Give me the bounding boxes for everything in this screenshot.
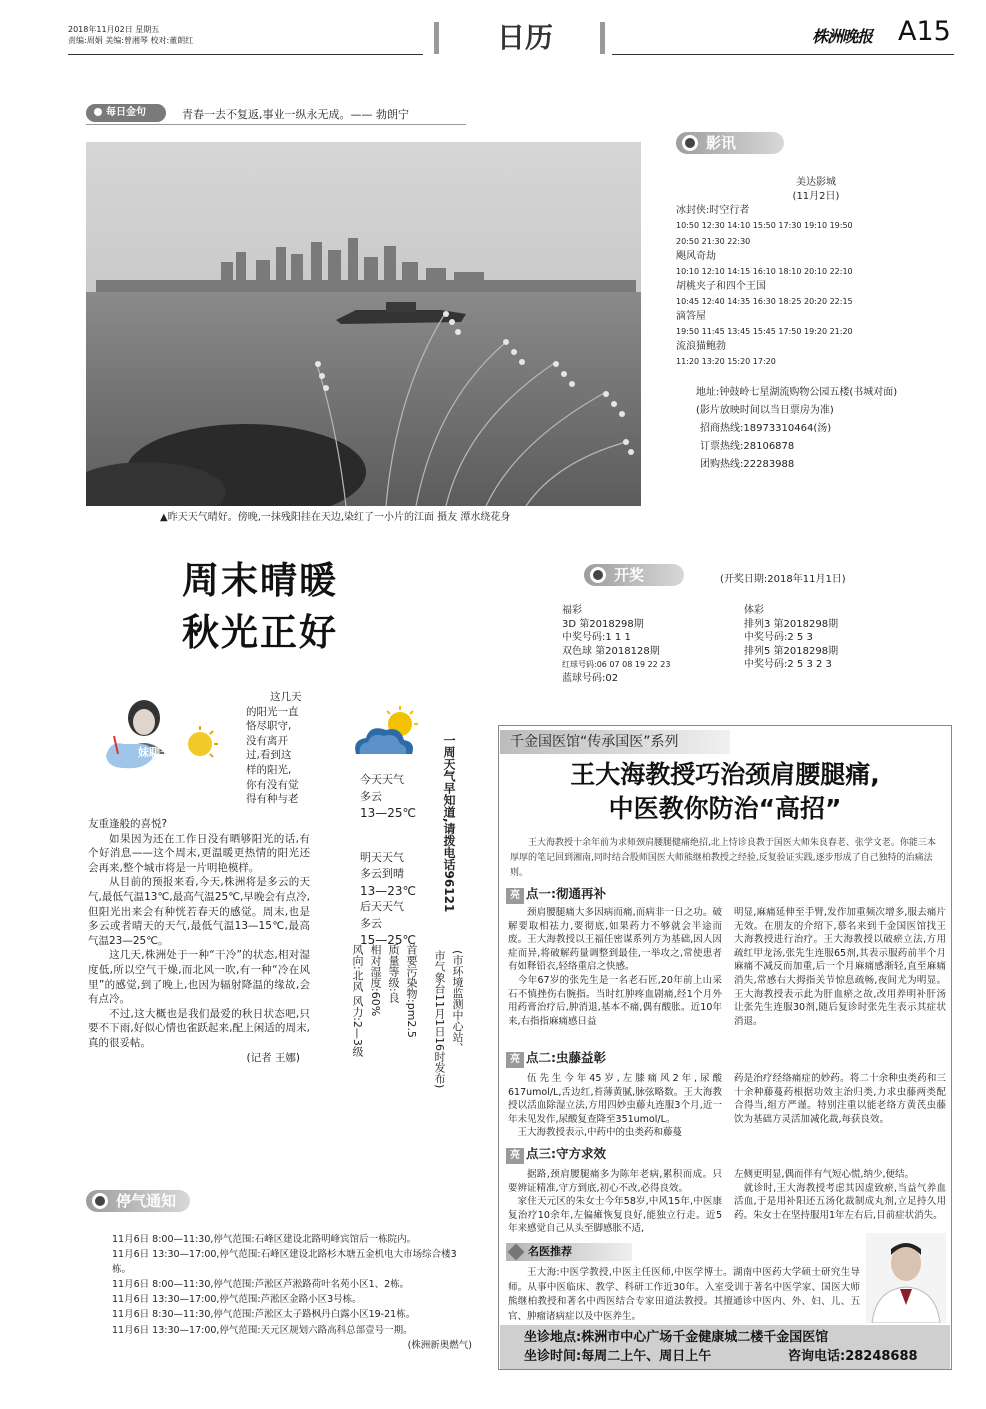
weather-source-head: (市环境监测中心站、: [451, 950, 464, 1054]
tomorrow-label: 明天天气: [360, 850, 404, 864]
doctor-bio: 王大海:中医学教授,中医主任医师,中医学博士。湖南中医药大学硕士研究生导师。从事中医临床、教学、科研工作近30年。入室受训于著名中医学家、国医大师熊继柏教授和著名中西医结合专家田道法教授。其擅通诊中医内、外、妇、儿、五官、肿瘤诸病症以及中医养生。: [508, 1267, 860, 1322]
tcm-point-text: 药是治疗经络痛症的妙药。将二十余种虫类药和三十余种藤蔓药根据功效主治归类,力求虫藤两类配合得当,组方严谨。特别注重以能老络方黄芪虫藤饮为基础方灵活加减化裁,每获良效。: [734, 1073, 946, 1125]
bullet-icon: [94, 108, 102, 116]
movie-heading-label: 影讯: [706, 134, 737, 152]
heading-ring-icon: [92, 1193, 108, 1209]
outage-source: (株洲新奥燃气): [407, 1339, 472, 1351]
sports-lottery: [744, 604, 934, 672]
lottery-line: 蓝球号码:02: [562, 672, 619, 684]
today-condition: 多云: [360, 789, 382, 803]
outage-item: 11月6日 13:30—17:00,停气范围:石峰区建设北路杉木塘五金机电大市场综合楼3栋。: [112, 1249, 457, 1276]
doctor-portrait-icon: [866, 1233, 946, 1323]
cinema-address: 地址:钟鼓岭七星湖流购物公园五楼(书城对面): [696, 387, 898, 398]
film-times: 10:50 12:30 14:10 15:50 17:30 19:10 19:50: [676, 221, 853, 230]
heading-ring-icon: [682, 135, 698, 151]
header-date: 2018年11月02日 星期五: [68, 25, 160, 34]
after-condition: 多云: [360, 916, 382, 930]
intro-line: 恪尽职守,: [246, 720, 292, 733]
article-paragraph: 友重逢般的喜悦?: [88, 818, 168, 830]
tcm-headline: [500, 758, 950, 826]
film-times: 10:10 12:10 14:15 16:10 18:10 20:10 22:10: [676, 267, 853, 276]
today-label: 今天天气: [360, 773, 404, 786]
film-title: 冰封侠:时空行者: [676, 205, 750, 216]
article-body: [88, 817, 310, 1065]
quote-underline: [86, 124, 466, 125]
intro-line: 得有种与老: [246, 793, 299, 806]
tomorrow-condition: 多云到晴: [360, 867, 404, 880]
movie-listings: [676, 176, 926, 474]
header-divider: [434, 22, 439, 54]
schedule-note: (影片放映时间以当日票房为准): [696, 405, 834, 416]
point-title: 点一:彻通再补: [526, 886, 606, 901]
intro-line: 这几天: [270, 691, 302, 703]
lottery-line: 双色球 第2018128期: [562, 645, 660, 657]
primary-pollutant: 首要污染物:pm2.5: [405, 944, 418, 1038]
film-title: 胡桃夹子和四个王国: [676, 281, 766, 292]
lottery-line: 3D 第2018298期: [562, 618, 644, 630]
tcm-point-text: 据路,颈肩腰腿痛多为陈年老病,累积而成。只要辨证精准,守方到底,初心不改,必得良效。 家住天元区的朱女士今年58岁,中风15年,中医康复治疗10余年,左偏瘫恢复良好,能独立行走。近5年来感觉自己从头至脚感胀不适,: [508, 1169, 722, 1235]
lottery-line: 福彩: [562, 605, 582, 616]
weather-forecast: [360, 772, 440, 949]
feature-headline: [182, 555, 338, 659]
tcm-point-heading: [506, 1048, 606, 1068]
lottery-line: 中奖号码:2 5 3 2 3: [744, 659, 832, 670]
cinema-name: 美达影城: [796, 177, 836, 188]
film-times: 20:50 21:30 22:30: [676, 237, 751, 246]
tcm-point-heading: [506, 1144, 606, 1164]
contact-line: 招商热线:18973310464(汤): [700, 423, 832, 434]
tcm-point-heading: [506, 884, 606, 904]
point-title: 点三:守方求效: [526, 1146, 606, 1161]
film-times: 11:20 13:20 15:20 17:20: [676, 357, 776, 366]
point-mark: 亮: [506, 1052, 524, 1068]
column-tag: 妹聊天: [138, 746, 171, 759]
film-times: 10:45 12:40 14:35 16:30 18:25 20:20 22:15: [676, 297, 853, 306]
article-paragraph: 不过,这大概也是我们最爱的秋日状态吧,只要不下雨,好似心情也雀跃起来,配上闲适的周末,真的很妥帖。: [88, 1007, 310, 1049]
tomorrow-temp: 13—23℃: [360, 883, 417, 898]
movie-heading: [676, 132, 784, 154]
film-title: 飓风奇劫: [676, 251, 716, 262]
quote-tag: [86, 104, 166, 122]
outage-heading: [86, 1190, 190, 1212]
headline-line: 秋光正好: [182, 611, 338, 654]
lottery-line: 红球号码:06 07 08 19 22 23: [562, 660, 671, 669]
lottery-line: 排列3 第2018298期: [744, 618, 839, 630]
point-mark: 亮: [506, 1148, 524, 1164]
heading-ring-icon: [590, 567, 606, 583]
lottery-heading-label: 开奖: [614, 566, 645, 584]
air-quality: [351, 944, 420, 1114]
doctor-tag-label: 名医推荐: [528, 1245, 572, 1258]
tcm-intro: 王大海教授十余年前为求师颈肩腰腿健痛绝招,北上恃诊良教于国医大师朱良春老、张学文老。你能三本厚厚的笔记回到湘南,同时结合股师国医大师熊继柏教授之经验,反复验证实践,逐步形成了自己独特的治痛法则。: [510, 838, 936, 878]
point-mark: 亮: [506, 888, 524, 904]
page-number: A15: [898, 16, 951, 47]
tcm-point-text: 明显,麻痛延伸至手臂,发作加重频次增多,服去痛片无效。在朋友的介绍下,慕名来到千金国医馆找王大海教授进行治疗。王大海教授以破瘀立法,方用疏红甲龙汤,张先生连服65剂,其表示服药前半个月麻痛不减反而加重,后一个月麻痛感渐轻,直至麻痛消失,常感右大拇指关节惊息疏畅,夜间尤为明显。王大海教授表示此为肝血瘀之故,改用养明补肝汤让张先生连服30剂,随后复诊时张先生表示其症状消退。: [734, 907, 946, 1027]
column-badge: [100, 696, 220, 782]
article-paragraph: 如果因为还在工作日没有晒够阳光的话,有个好消息——这个周末,更温暖更热情的阳光还会再来,整个城市将是一片明艳模样。: [88, 832, 310, 874]
relative-humidity: 相对湿度:60%: [369, 944, 382, 1017]
weather-icon: [348, 704, 426, 766]
daily-quote: 青春一去不复返,事业一纵永无成。—— 勃朗宁: [182, 108, 409, 121]
article-paragraph: 这几天,株洲处于一种“干冷”的状态,相对湿度低,所以空气干燥,而北风一吹,有一种“冷在风里”的感觉,到了晚上,也因为辐射降温的缘故,会有点冷。: [88, 949, 310, 1006]
outage-item: 11月6日 8:30—11:30,停气范围:芦淞区太子路枫丹白露小区19-21栋。: [112, 1309, 416, 1321]
contact-line: 团购热线:22283988: [700, 459, 795, 470]
wind-info: 风向:北风 风力:2—3级: [351, 944, 364, 1057]
after-label: 后天天气: [360, 900, 404, 913]
header-rule-right: [612, 54, 954, 55]
clinic-hours: 坐诊时间:每周二上午、周日上午: [524, 1349, 712, 1364]
outage-list: [112, 1232, 472, 1353]
weather-source-tail: 市气象台11月1日16时发布): [433, 950, 446, 1089]
film-title: 滴答屋: [676, 311, 706, 322]
lottery-line: 排列5 第2018298期: [744, 645, 839, 657]
outage-heading-label: 停气通知: [116, 1192, 177, 1210]
weather-source: [430, 950, 466, 1120]
air-quality-level: 质量等级:良: [387, 944, 400, 1003]
contact-line: 订票热线:28106878: [700, 441, 795, 452]
after-temp: 15—25℃: [360, 933, 417, 947]
clinic-phone: 咨询电话:28248688: [788, 1349, 918, 1364]
lottery-line: 中奖号码:2 5 3: [744, 632, 813, 643]
film-times: 19:50 11:45 13:45 15:45 17:50 19:20 21:20: [676, 327, 853, 336]
header-divider: [600, 22, 605, 54]
newspaper-logo: 株洲晚报: [812, 27, 873, 46]
point-title: 点二:虫藤益彰: [526, 1050, 606, 1065]
tcm-headline-line: 中医教你防治“高招”: [608, 794, 842, 823]
river-photo-image: [86, 142, 641, 506]
header-editors: 责编:周娟 美编:曾湘琴 校对:董朗红: [68, 36, 194, 45]
intro-line: 没有离开: [246, 734, 288, 747]
tcm-footer: [500, 1325, 950, 1369]
header-info: [68, 24, 428, 46]
outage-item: 11月6日 8:00—11:30,停气范围:芦淞区芦淞路荷叶名苑小区1、2栋。: [112, 1279, 410, 1291]
tcm-headline-line: 王大海教授巧治颈肩腰腿痛,: [570, 760, 880, 789]
reporter-avatar-icon: [100, 696, 220, 782]
welfare-lottery: [562, 604, 742, 685]
outage-item: 11月6日 13:30—17:00,停气范围:天元区规划六路高科总部壹号一期。: [112, 1324, 413, 1336]
headline-line: 周末晴暖: [182, 559, 338, 602]
tcm-point-text: 颈肩腰腿痛大多因病而痛,而病非一日之功。破解要取相祛力,要彻底,如果药力不够就会半途而废。王大海教授以王福任密谋系列方为基础,因人因症而异,将破解药量调整到最佳,一举攻之,常使患者有如释铅衣,轻络重启之快感。 今年67岁的张先生是一名老石匠,20年前上山采石不慎挫伤右腕指。当时红肿疼血剧痛,经1个月外用药膏治疗后,肿消退,基本不痛,偶有酸胀。近10年来,右指指麻痛感日益: [508, 907, 722, 1027]
article-byline: (记者 王娜): [246, 1051, 300, 1064]
diamond-icon: [508, 1244, 525, 1261]
outage-item: 11月6日 13:30—17:00,停气范围:芦淞区金路小区3号栋。: [112, 1294, 362, 1306]
today-temp: 13—25℃: [360, 806, 417, 820]
cinema-date: (11月2日): [792, 191, 840, 202]
photo-caption: ▲昨天天气晴好。傍晚,一抹残阳挂在天边,染红了一小片的江面 摄友 潭水绕花身: [160, 512, 511, 523]
film-title: 流浪猫鲍勃: [676, 341, 726, 352]
intro-line: 过,看到这: [246, 749, 292, 762]
clinic-location: 坐诊地点:株洲市中心广场千金健康城二楼千金国医馆: [524, 1330, 829, 1345]
doctor-photo: [866, 1233, 946, 1323]
lottery-line: 体彩: [744, 605, 764, 616]
river-photo: [86, 142, 641, 506]
quote-tag-label: 每日金句: [106, 107, 146, 118]
lottery-date: (开奖日期:2018年11月1日): [720, 574, 846, 585]
outage-item: 11月6日 8:00—11:30,停气范围:石峰区建设北路明峰宾馆后一栋院内。: [112, 1234, 417, 1245]
lottery-heading: [584, 564, 684, 586]
weather-hotline: 一周天气早知道,请拨电话96121: [442, 734, 456, 913]
tcm-point-text: 左侧更明显,偶而伴有气短心慌,纳少,便结。 就诊时,王大海教授考虑其因虚致瘀,当益气养血活血,于是用补阳还五汤化裁制成丸剂,立足持久用药。朱女士在坚持服用1年左右后,目前症状消失。: [734, 1169, 946, 1221]
doctor-tag: [506, 1243, 632, 1261]
tcm-series-tag: 千金国医馆“传承国医”系列: [500, 730, 730, 754]
article-intro: [246, 690, 310, 807]
lottery-line: 中奖号码:1 1 1: [562, 632, 631, 643]
intro-line: 样的阳光,: [246, 763, 292, 776]
cloud-sun-icon: [348, 704, 426, 766]
intro-line: 的阳光一直: [246, 705, 299, 718]
tcm-point-text: 伍先生今年45岁,左膝痛风2年,尿酸617umol/L,舌边红,苔薄黄腻,脉弦略数。王大海教授以活血除湿立法,方用四妙虫藤丸连服3个月,近一年未见发作,尿酸复查降至351umol/L。 王大海教授表示,中药中的虫类药和藤蔓: [508, 1073, 722, 1139]
header-rule-left: [68, 54, 423, 55]
article-paragraph: 从目前的预报来看,今天,株洲将是多云的天气,最低气温13℃,最高气温25℃,早晚会有点冷,但阳光出来会有种恍若春天的感觉。周末,也是多云或者晴天的天气,最低气温13—15℃,最高气温23—25℃。: [88, 876, 310, 947]
section-title: 日历: [496, 21, 553, 54]
intro-line: 你有没有觉: [246, 778, 299, 791]
